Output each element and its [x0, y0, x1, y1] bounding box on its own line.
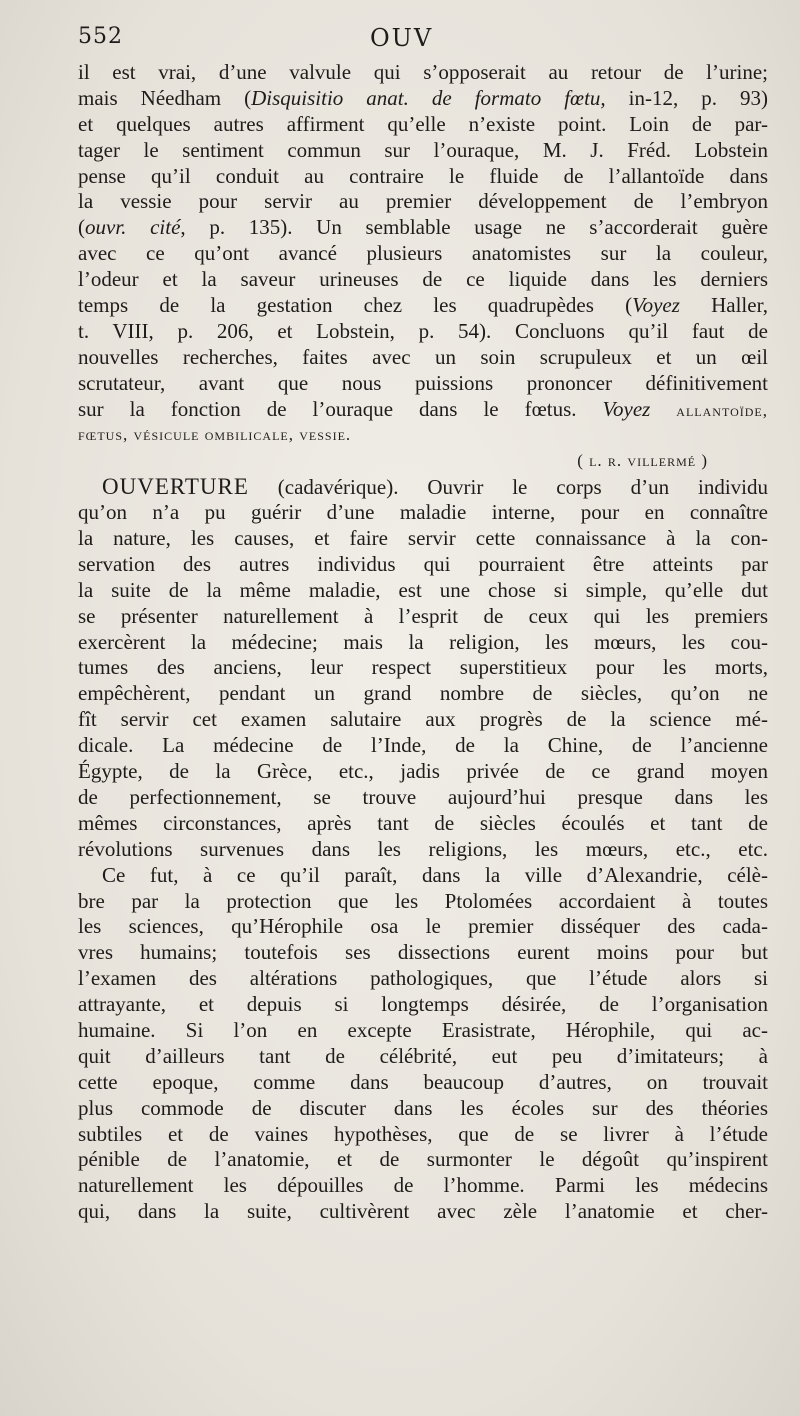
text-line: exercèrent la médecine; mais la religion, les mœurs, les cou- [78, 629, 768, 654]
text-line: humaine. Si l’on en excepte Erasistrate, Hérophile, qui ac- [78, 1017, 768, 1042]
text-line: la suite de la même maladie, est une chose si simple, qu’elle dut [78, 577, 768, 602]
author-signature: ( l. r. villermé ) [577, 451, 708, 471]
text-line: Ce fut, à ce qu’il paraît, dans la ville d’Alexandrie, célè- [102, 862, 768, 887]
text-line: mais Néedham (Disquisitio anat. de formato fœtu, in-12, p. 93) [78, 85, 768, 110]
text-line: tumes des anciens, leur respect superstitieux pour les morts, [78, 655, 768, 680]
text-line: les sciences, qu’Hérophile osa le premier disséquer des cada- [78, 914, 768, 939]
text-line: servation des autres individus qui pourraient être atteints par [78, 551, 768, 576]
text-line: l’examen des altérations pathologiques, que l’étude alors si [78, 966, 768, 991]
text-line: bre par la protection que les Ptolomées accordaient à toutes [78, 888, 768, 913]
text-line: révolutions survenues dans les religions, les mœurs, etc., etc. [78, 836, 768, 861]
citation-title: Disquisitio anat. de formato fœtu, [251, 85, 606, 110]
entry-headword: OUVERTURE [102, 474, 249, 500]
text-line: la vessie pour servir au premier développement de l’embryon [78, 189, 768, 214]
text-line: temps de la gestation chez les quadrupèdes (Voyez Haller, [78, 293, 768, 318]
citation-ref: ouvr. cité [85, 215, 181, 240]
text-line: naturellement les dépouilles de l’homme. Parmi les médecins [78, 1173, 768, 1198]
text-line: il est vrai, d’une valvule qui s’opposerait au retour de l’urine; [78, 60, 768, 84]
page-number: 552 [78, 24, 123, 49]
entry-first-line: OUVERTURE (cadavérique). Ouvrir le corps d’un individu [102, 474, 768, 500]
text-line: nouvelles recherches, faites avec un soin scrupuleux et un œil [78, 344, 768, 369]
text-line: mêmes circonstances, après tant de siècles écoulés et tant de [78, 810, 768, 835]
text-line: tager le sentiment commun sur l’ouraque, M. J. Fréd. Lobstein [78, 137, 768, 162]
text-line: avec ce qu’ont avancé plusieurs anatomistes sur la couleur, [78, 241, 768, 266]
cross-references: fœtus, vésicule ombilicale, vessie. [78, 425, 352, 445]
text-line: subtiles et de vaines hypothèses, que de se livrer à l’étude [78, 1121, 768, 1146]
text-line: dicale. La médecine de l’Inde, de la Chine, de l’ancienne [78, 733, 768, 758]
text-line: pense qu’il conduit au contraire le fluide de l’allantoïde dans [78, 163, 768, 188]
text-line: et quelques autres affirment qu’elle n’existe point. Loin de par- [78, 111, 768, 136]
see-ref: Voyez [602, 396, 651, 421]
text-line: sur la fonction de l’ouraque dans le fœtus. Voyez allantoïde, [78, 396, 768, 421]
text-line: Égypte, de la Grèce, etc., jadis privée de ce grand moyen [78, 759, 768, 784]
page-header [78, 24, 768, 58]
text-line: t. VIII, p. 206, et Lobstein, p. 54). Concluons qu’il faut de [78, 318, 768, 343]
text-line: qu’on n’a pu guérir d’une maladie interne, pour en connaître [78, 500, 768, 525]
text-line: qui, dans la suite, cultivèrent avec zèle l’anatomie et cher- [78, 1199, 768, 1224]
text-line: la nature, les causes, et faire servir cette connaissance à la con- [78, 526, 768, 551]
text-line: se présenter naturellement à l’esprit de ceux qui les premiers [78, 603, 768, 628]
text-line: de perfectionnement, se trouve aujourd’hui presque dans les [78, 784, 768, 809]
text-line: scrutateur, avant que nous puissions prononcer définitivement [78, 370, 768, 395]
running-head: OUV [370, 24, 434, 52]
text-line: fît servir cet examen salutaire aux progrès de la science mé- [78, 707, 768, 732]
see-ref: Voyez [632, 293, 680, 318]
text-line: cette epoque, comme dans beaucoup d’autres, on trouvait [78, 1069, 768, 1094]
text-line: (ouvr. cité, p. 135). Un semblable usage ne s’accorderait guère [78, 215, 768, 240]
text-line: attrayante, et depuis si longtemps désirée, de l’organisation [78, 992, 768, 1017]
text-line: l’odeur et la saveur urineuses de ce liquide dans les derniers [78, 267, 768, 292]
text-line: quit d’ailleurs tant de célébrité, eut peu d’imitateurs; à [78, 1043, 768, 1068]
text-line: empêchèrent, pendant un grand nombre de siècles, qu’on ne [78, 681, 768, 706]
text-line: pénible de l’anatomie, et de surmonter le dégoût qu’inspirent [78, 1147, 768, 1172]
body-text [78, 60, 768, 1225]
text-line: plus commode de discuter dans les écoles sur des théories [78, 1095, 768, 1120]
text-line: vres humains; toutefois ses dissections eurent moins pour but [78, 940, 768, 965]
cross-reference: allantoïde, [650, 400, 768, 420]
